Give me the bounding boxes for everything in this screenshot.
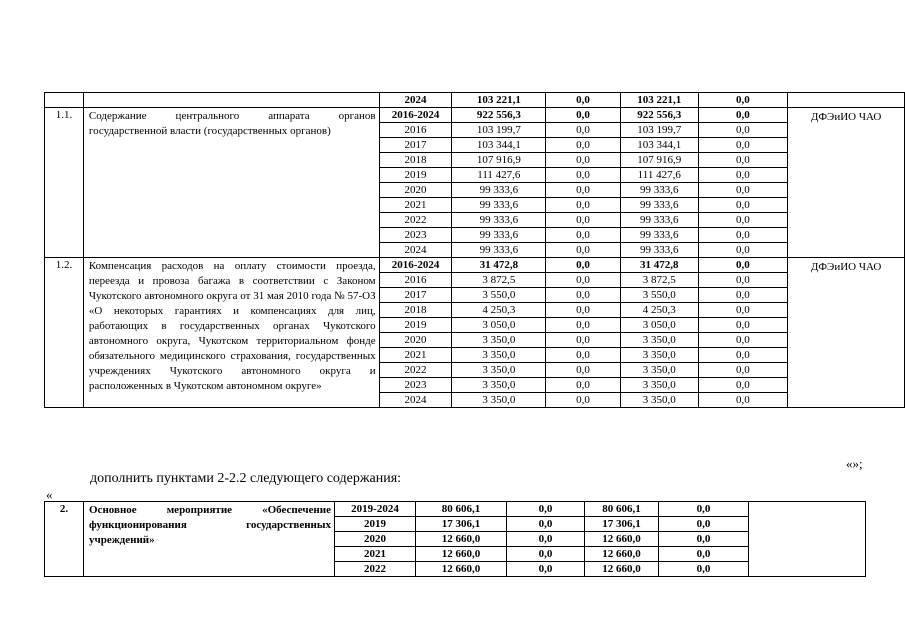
cell-total: 111 427,6 [452,168,546,183]
table-row [45,93,905,108]
cell-year: 2020 [335,532,416,547]
cell-total: 12 660,0 [416,562,507,577]
cell-fed: 0,0 [546,243,621,258]
cell-other: 0,0 [698,138,788,153]
cell-fed: 0,0 [546,108,621,123]
cell-other: 0,0 [698,93,788,108]
cell-other: 0,0 [698,168,788,183]
cell-year: 2022 [379,213,452,228]
cell-total: 12 660,0 [416,532,507,547]
opening-quote: « [46,487,53,502]
cell-year: 2020 [379,183,452,198]
cell-fed: 0,0 [507,532,585,547]
cell-reg: 3 350,0 [620,393,698,408]
cell-fed: 0,0 [546,363,621,378]
cell-reg: 99 333,6 [620,198,698,213]
cell-reg: 12 660,0 [585,562,659,577]
cell-other: 0,0 [698,318,788,333]
cell-year: 2022 [379,363,452,378]
cell-reg: 3 350,0 [620,378,698,393]
cell-other: 0,0 [698,228,788,243]
cell-fed: 0,0 [546,303,621,318]
cell-fed: 0,0 [507,562,585,577]
cell-year: 2019-2024 [335,502,416,517]
cell-other: 0,0 [659,532,749,547]
cell-reg: 12 660,0 [585,532,659,547]
item-number: 1.1. [45,108,84,258]
cell-total: 4 250,3 [452,303,546,318]
cell-fed: 0,0 [546,183,621,198]
cell-fed: 0,0 [507,502,585,517]
cell-reg: 80 606,1 [585,502,659,517]
cell-total: 922 556,3 [452,108,546,123]
cell-year: 2017 [379,288,452,303]
cell-total: 12 660,0 [416,547,507,562]
cell-reg: 103 344,1 [620,138,698,153]
amendment-paragraph: дополнить пунктами 2-2.2 следующего содержания: [90,471,402,486]
cell-reg: 4 250,3 [620,303,698,318]
cell-total: 99 333,6 [452,228,546,243]
cell-reg: 99 333,6 [620,243,698,258]
cell-total: 3 350,0 [452,348,546,363]
cell-total: 99 333,6 [452,198,546,213]
cell-total: 99 333,6 [452,243,546,258]
cell-year: 2019 [335,517,416,532]
cell-year: 2019 [379,318,452,333]
cell-reg: 31 472,8 [620,258,698,273]
cell-fed: 0,0 [546,288,621,303]
cell-desc-empty [83,93,379,108]
cell-fed: 0,0 [546,198,621,213]
cell-reg: 103 199,7 [620,123,698,138]
cell-total: 99 333,6 [452,183,546,198]
cell-reg: 99 333,6 [620,183,698,198]
cell-year: 2024 [379,93,452,108]
cell-other: 0,0 [659,562,749,577]
cell-reg: 12 660,0 [585,547,659,562]
cell-reg: 17 306,1 [585,517,659,532]
table-row [45,108,905,123]
cell-year: 2022 [335,562,416,577]
cell-year: 2023 [379,228,452,243]
cell-year: 2024 [379,243,452,258]
cell-year: 2020 [379,333,452,348]
cell-year: 2018 [379,303,452,318]
cell-total: 31 472,8 [452,258,546,273]
cell-year: 2018 [379,153,452,168]
item-description: Содержание центрального аппарата органов государственной власти (государственных органов) [83,108,379,258]
cell-total: 103 221,1 [452,93,546,108]
cell-fed: 0,0 [546,168,621,183]
cell-fed: 0,0 [546,318,621,333]
cell-other: 0,0 [698,123,788,138]
cell-exec-empty [788,93,905,108]
cell-fed: 0,0 [507,547,585,562]
cell-other: 0,0 [698,348,788,363]
cell-year: 2023 [379,378,452,393]
cell-reg: 99 333,6 [620,213,698,228]
cell-reg: 3 050,0 [620,318,698,333]
item-number: 1.2. [45,258,84,408]
cell-year: 2021 [379,198,452,213]
cell-fed: 0,0 [546,273,621,288]
cell-year: 2016 [379,273,452,288]
cell-year: 2024 [379,393,452,408]
cell-fed: 0,0 [546,393,621,408]
cell-other: 0,0 [698,183,788,198]
cell-other: 0,0 [698,198,788,213]
table-row [45,258,905,273]
cell-other: 0,0 [698,213,788,228]
cell-fed: 0,0 [546,228,621,243]
cell-total: 17 306,1 [416,517,507,532]
cell-year: 2021 [379,348,452,363]
cell-fed: 0,0 [546,153,621,168]
cell-other: 0,0 [659,517,749,532]
cell-total: 99 333,6 [452,213,546,228]
table-row [45,502,866,517]
budget-table-new-items [44,501,866,577]
cell-year: 2016-2024 [379,258,452,273]
cell-reg: 3 350,0 [620,363,698,378]
cell-other: 0,0 [698,303,788,318]
cell-other: 0,0 [698,273,788,288]
item-description: Компенсация расходов на оплату стоимости проезда, переезда и провоза багажа в соответствии с Законом Чукотского автономного округа от 31 мая 2010 года № 57-ОЗ «О некоторых гарантиях и компенсациях для лиц, работающих в государственных органах Чукотского автономного округа, Чукотском территориальном фонде обязательного медицинского страхования, государственных учреждениях Чукотского автономного округа и расположенных в Чукотском автономном округе» [83,258,379,408]
cell-total: 3 350,0 [452,363,546,378]
cell-fed: 0,0 [546,378,621,393]
cell-other: 0,0 [659,547,749,562]
cell-total: 103 199,7 [452,123,546,138]
cell-total: 3 550,0 [452,288,546,303]
item-number: 2. [45,502,84,577]
cell-reg: 922 556,3 [620,108,698,123]
cell-year: 2016-2024 [379,108,452,123]
cell-year: 2016 [379,123,452,138]
cell-year: 2019 [379,168,452,183]
cell-other: 0,0 [698,393,788,408]
cell-fed: 0,0 [546,93,621,108]
cell-total: 3 350,0 [452,333,546,348]
cell-total: 80 606,1 [416,502,507,517]
item-executor: ДФЭиИО ЧАО [788,108,905,258]
cell-other: 0,0 [698,153,788,168]
cell-reg: 111 427,6 [620,168,698,183]
cell-reg: 99 333,6 [620,228,698,243]
cell-reg: 107 916,9 [620,153,698,168]
cell-other: 0,0 [698,363,788,378]
cell-reg: 3 350,0 [620,348,698,363]
cell-reg: 3 350,0 [620,333,698,348]
cell-total: 3 872,5 [452,273,546,288]
cell-fed: 0,0 [546,333,621,348]
cell-other: 0,0 [659,502,749,517]
cell-total: 3 350,0 [452,378,546,393]
cell-other: 0,0 [698,243,788,258]
cell-year: 2017 [379,138,452,153]
cell-reg: 103 221,1 [620,93,698,108]
cell-total: 3 050,0 [452,318,546,333]
cell-other: 0,0 [698,378,788,393]
cell-total: 3 350,0 [452,393,546,408]
cell-fed: 0,0 [546,213,621,228]
item-description: Основное мероприятие «Обеспечение функционирования государственных учреждений» [84,502,335,577]
cell-fed: 0,0 [507,517,585,532]
item-executor: ДФЭиИО ЧАО [788,258,905,408]
cell-total: 103 344,1 [452,138,546,153]
cell-num-empty [45,93,84,108]
cell-fed: 0,0 [546,123,621,138]
cell-other: 0,0 [698,108,788,123]
cell-other: 0,0 [698,258,788,273]
cell-total: 107 916,9 [452,153,546,168]
cell-other: 0,0 [698,333,788,348]
budget-table-continued [44,92,905,408]
item-executor [749,502,866,577]
cell-fed: 0,0 [546,258,621,273]
cell-reg: 3 550,0 [620,288,698,303]
cell-year: 2021 [335,547,416,562]
cell-fed: 0,0 [546,138,621,153]
cell-other: 0,0 [698,288,788,303]
closing-quote: «»; [846,456,863,471]
cell-fed: 0,0 [546,348,621,363]
cell-reg: 3 872,5 [620,273,698,288]
